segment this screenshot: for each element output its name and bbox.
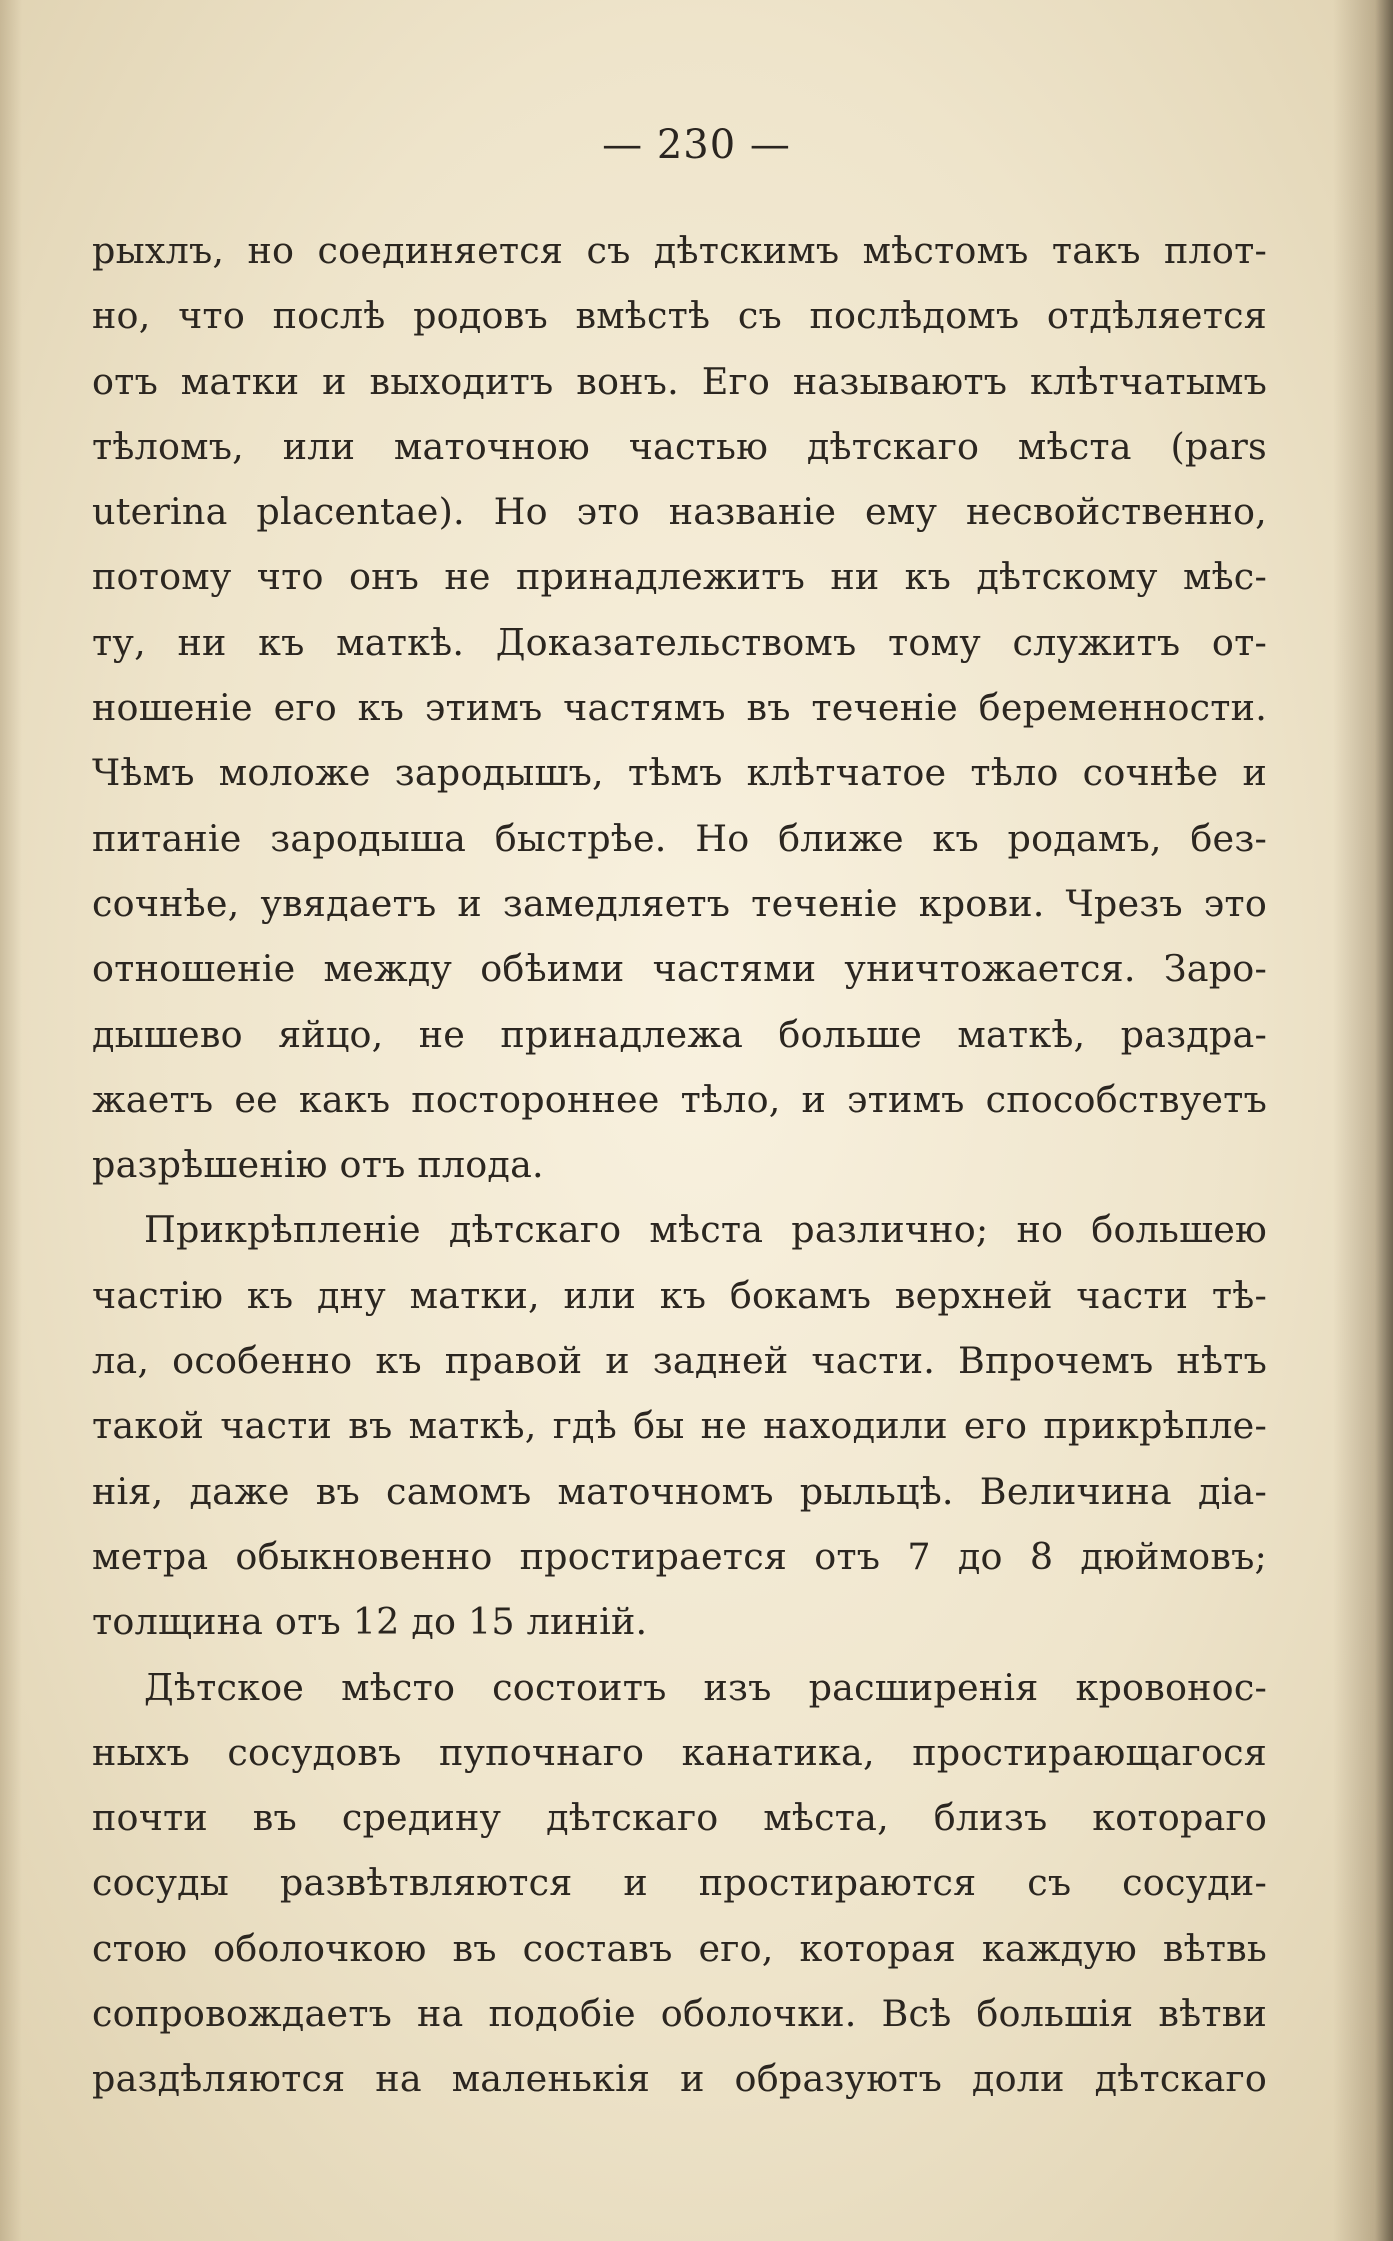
text-line: Прикрѣпленіе дѣтскаго мѣста различно; но большею (144, 1208, 1267, 1252)
text-line: жаетъ ее какъ постороннее тѣло, и этимъ способствуетъ (92, 1077, 1267, 1121)
text-line: тѣломъ, или маточною частью дѣтскаго мѣста (pars (92, 424, 1267, 468)
text-line: такой части въ маткѣ, гдѣ бы не находили его прикрѣпле- (92, 1404, 1267, 1448)
text-line: метра обыкновенно простирается отъ 7 до 8 дюймовъ; (92, 1534, 1267, 1578)
text-line: но, что послѣ родовъ вмѣстѣ съ послѣдомъ отдѣляется (92, 294, 1267, 338)
text-line: разрѣшенію отъ плода. (92, 1143, 544, 1187)
text-line: сосуды развѣтвляются и простираются съ сосуди- (92, 1861, 1267, 1905)
text-line: сочнѣе, увядаетъ и замедляетъ теченіе крови. Чрезъ это (92, 881, 1267, 925)
text-line: потому что онъ не принадлежитъ ни къ дѣтскому мѣс- (92, 555, 1267, 599)
page-number: — 230 — (602, 122, 791, 168)
body-text (92, 218, 1267, 2112)
text-line: стою оболочкою въ составъ его, которая каждую вѣтвь (92, 1926, 1267, 1970)
text-line: нія, даже въ самомъ маточномъ рыльцѣ. Величина діа- (92, 1469, 1267, 1513)
text-line: толщина отъ 12 до 15 линій. (92, 1600, 648, 1644)
text-line: почти въ средину дѣтскаго мѣста, близъ котораго (92, 1796, 1267, 1840)
text-line: отъ матки и выходитъ вонъ. Его называютъ клѣтчатымъ (92, 359, 1267, 403)
text-line: ла, особенно къ правой и задней части. Впрочемъ нѣтъ (92, 1339, 1267, 1383)
text-line: ношеніе его къ этимъ частямъ въ теченіе беременности. (92, 686, 1267, 730)
text-line: Дѣтское мѣсто состоитъ изъ расширенія кровонос- (144, 1665, 1267, 1709)
text-line: ныхъ сосудовъ пупочнаго канатика, простирающагося (92, 1730, 1267, 1774)
text-line: uterina placentae). Но это названіе ему несвойственно, (92, 490, 1267, 534)
text-line: Чѣмъ моложе зародышъ, тѣмъ клѣтчатое тѣло сочнѣе и (92, 751, 1267, 795)
text-line: питаніе зародыша быстрѣе. Но ближе къ родамъ, без- (92, 816, 1267, 860)
page-spine-shadow (1333, 0, 1393, 2241)
text-line: рыхлъ, но соединяется съ дѣтскимъ мѣстомъ такъ плот- (92, 229, 1267, 272)
text-line: сопровождаетъ на подобіе оболочки. Всѣ большія вѣтви (92, 1992, 1267, 2036)
page-left-edge (0, 0, 22, 2241)
text-line: раздѣляются на маленькія и образуютъ доли дѣтскаго (92, 2057, 1267, 2101)
text-line: ту, ни къ маткѣ. Доказательствомъ тому служитъ от- (92, 620, 1267, 664)
text-line: дышево яйцо, не принадлежа больше маткѣ, раздра- (92, 1012, 1267, 1056)
text-line: частію къ дну матки, или къ бокамъ верхней части тѣ- (92, 1273, 1267, 1317)
text-line: отношеніе между обѣими частями уничтожается. Заро- (92, 947, 1267, 991)
